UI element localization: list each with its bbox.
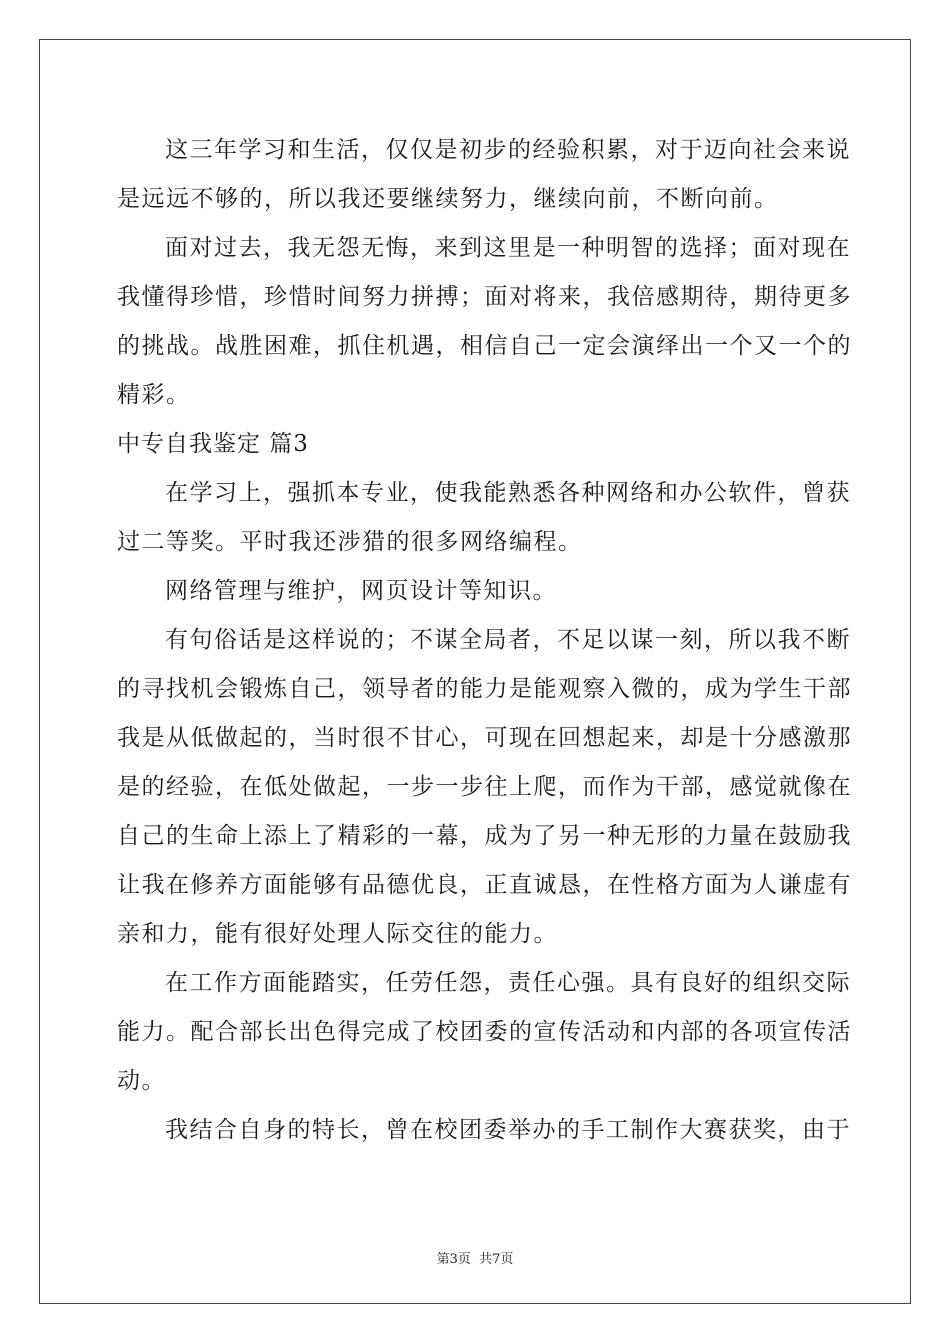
text-line: 让我在修养方面能够有品德优良，正直诚恳，在性格方面为人谦虚有	[117, 872, 852, 898]
text-line: 亲和力，能有很好处理人际交往的能力。	[117, 921, 558, 947]
page-footer	[0, 1248, 950, 1267]
text-line: 是远远不够的，所以我还要继续努力，继续向前，不断向前。	[117, 186, 779, 212]
text-line: 在工作方面能踏实，任劳任怨，责任心强。具有良好的组织交际	[165, 970, 851, 996]
paragraph	[117, 567, 833, 616]
page-number: 第3页	[436, 1252, 471, 1267]
text-line: 的挑战。战胜困难，抓住机遇，相信自己一定会演绎出一个又一个的	[117, 333, 852, 359]
text-line: 在学习上，强抓本专业，使我能熟悉各种网络和办公软件，曾获	[165, 480, 851, 506]
paragraph	[117, 224, 852, 420]
heading-text: 中专自我鉴定 篇3	[117, 431, 309, 457]
text-line: 自己的生命上添上了精彩的一幕，成为了另一种无形的力量在鼓励我	[117, 823, 852, 849]
text-line: 过二等奖。平时我还涉猎的很多网络编程。	[117, 529, 583, 555]
text-line: 能力。配合部长出色得完成了校团委的宣传活动和内部的各项宣传活	[117, 1019, 852, 1045]
page-total: 共7页	[479, 1252, 514, 1267]
text-line: 是的经验，在低处做起，一步一步往上爬，而作为干部，感觉就像在	[117, 774, 852, 800]
text-line: 网络管理与维护，网页设计等知识。	[165, 578, 557, 604]
text-line: 精彩。	[117, 382, 191, 408]
text-line: 这三年学习和生活，仅仅是初步的经验积累，对于迈向社会来说	[165, 137, 851, 163]
text-line: 我懂得珍惜，珍惜时间努力拼搏；面对将来，我倍感期待，期待更多	[117, 284, 852, 310]
text-line: 动。	[117, 1068, 166, 1094]
text-line: 我结合自身的特长，曾在校团委举办的手工制作大赛获奖，由于	[165, 1117, 851, 1143]
text-line: 的寻找机会锻炼自己，领导者的能力是能观察入微的，成为学生干部	[117, 676, 852, 702]
section-heading	[117, 420, 833, 469]
text-line: 我是从低做起的，当时很不甘心，可现在回想起来，却是十分感激那	[117, 725, 852, 751]
paragraph	[117, 126, 851, 224]
document-body	[117, 126, 852, 1155]
paragraph	[117, 959, 852, 1106]
paragraph	[117, 1106, 851, 1155]
paragraph	[117, 616, 852, 959]
text-line: 面对过去，我无怨无悔，来到这里是一种明智的选择；面对现在	[165, 235, 851, 261]
text-line: 有句俗话是这样说的；不谋全局者，不足以谋一刻，所以我不断	[165, 627, 851, 653]
paragraph	[117, 469, 851, 567]
